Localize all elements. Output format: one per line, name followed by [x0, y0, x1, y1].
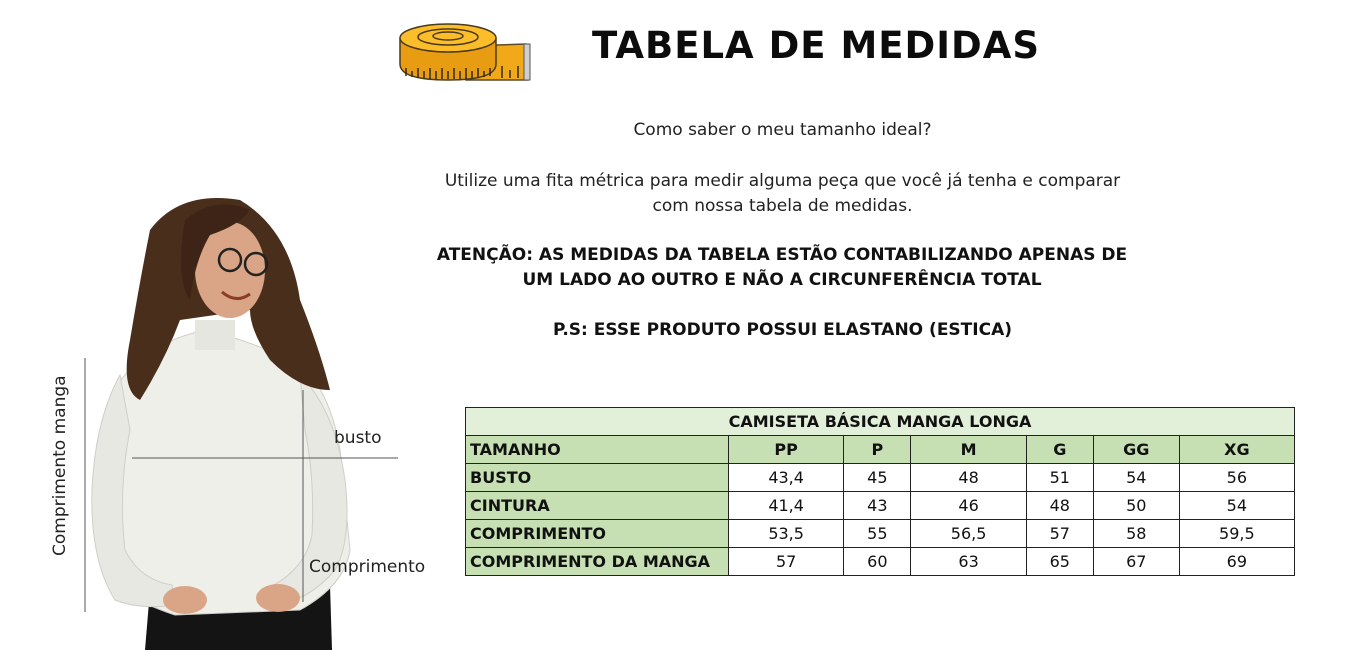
table-cell: 57: [729, 548, 844, 576]
row-label-cintura: CINTURA: [466, 492, 729, 520]
table-cell: 50: [1093, 492, 1179, 520]
table-cell: 65: [1026, 548, 1093, 576]
size-pp: PP: [729, 436, 844, 464]
table-cell: 58: [1093, 520, 1179, 548]
size-gg: GG: [1093, 436, 1179, 464]
table-cell: 55: [844, 520, 911, 548]
table-cell: 57: [1026, 520, 1093, 548]
table-cell: 46: [911, 492, 1026, 520]
measuring-tape-icon: [396, 16, 536, 84]
table-row: [466, 520, 1295, 548]
table-row: [466, 548, 1295, 576]
table-cell: 48: [911, 464, 1026, 492]
manga-label: Comprimento manga: [50, 375, 70, 556]
table-cell: 69: [1179, 548, 1294, 576]
row-label-busto: BUSTO: [466, 464, 729, 492]
warning-text: ATENÇÃO: AS MEDIDAS DA TABELA ESTÃO CONTABILIZANDO APENAS DE UM LADO AO OUTRO E NÃO A CIRCUNFERÊNCIA TOTAL: [436, 245, 1128, 290]
intro-instruction: Utilize uma fita métrica para medir alguma peça que você já tenha e comparar com nossa tabela de medidas.: [444, 171, 1121, 216]
size-p: P: [844, 436, 911, 464]
table-cell: 43,4: [729, 464, 844, 492]
row-label-comprimento: COMPRIMENTO: [466, 520, 729, 548]
header-label: TAMANHO: [466, 436, 729, 464]
page-title: TABELA DE MEDIDAS: [592, 24, 1041, 67]
table-row: [466, 492, 1295, 520]
elastane-note: P.S: ESSE PRODUTO POSSUI ELASTANO (ESTICA): [552, 320, 1013, 340]
table-cell: 67: [1093, 548, 1179, 576]
table-cell: 56: [1179, 464, 1294, 492]
table-cell: 51: [1026, 464, 1093, 492]
size-table: [465, 407, 1295, 576]
table-cell: 54: [1093, 464, 1179, 492]
table-header-row: [466, 436, 1295, 464]
table-cell: 48: [1026, 492, 1093, 520]
row-label-comprimento-manga: COMPRIMENTO DA MANGA: [466, 548, 729, 576]
table-cell: 43: [844, 492, 911, 520]
table-cell: 41,4: [729, 492, 844, 520]
table-cell: 56,5: [911, 520, 1026, 548]
table-caption-row: [466, 408, 1295, 436]
intro-question: Como saber o meu tamanho ideal?: [633, 120, 932, 140]
table-cell: 63: [911, 548, 1026, 576]
table-cell: 45: [844, 464, 911, 492]
size-g: G: [1026, 436, 1093, 464]
busto-label: busto: [334, 428, 382, 448]
table-caption: CAMISETA BÁSICA MANGA LONGA: [466, 408, 1295, 436]
table-cell: 60: [844, 548, 911, 576]
size-m: M: [911, 436, 1026, 464]
comprimento-label: Comprimento: [309, 557, 426, 577]
table-cell: 59,5: [1179, 520, 1294, 548]
table-cell: 53,5: [729, 520, 844, 548]
size-xg: XG: [1179, 436, 1294, 464]
table-cell: 54: [1179, 492, 1294, 520]
table-row: [466, 464, 1295, 492]
